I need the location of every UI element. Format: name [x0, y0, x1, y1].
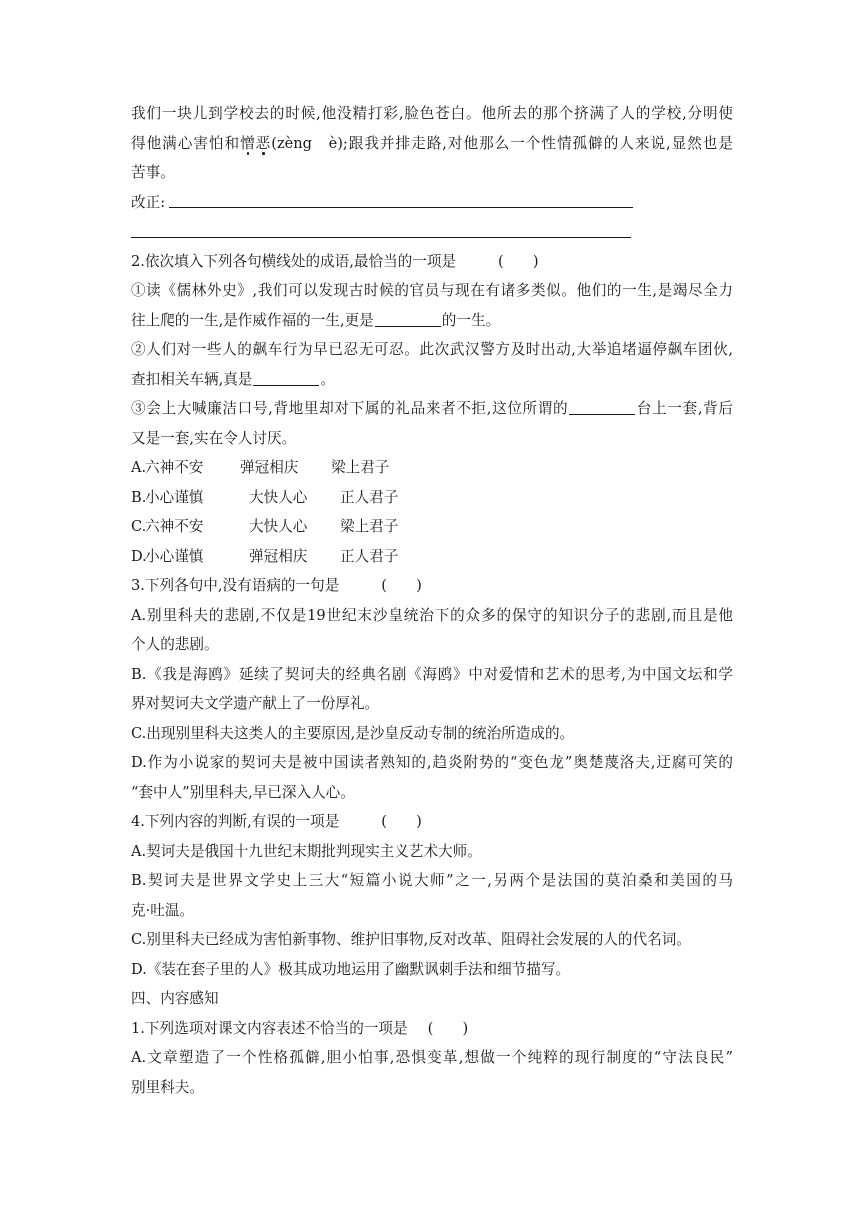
emphasized-char: 憎 — [240, 134, 256, 152]
answer-paren: ( ) — [427, 1019, 469, 1037]
option-word: 弹冠相庆 — [249, 547, 308, 565]
option-word: 正人君子 — [340, 547, 399, 565]
q4-option-b-line-2: 克·吐温。 — [131, 901, 195, 919]
correction-line-2 — [131, 217, 733, 247]
q3-option-d-line-1[interactable]: D.作为小说家的契诃夫是被中国读者熟知的,趋炎附势的“变色龙”奥楚蔑洛夫,迂腐可笑的 — [131, 754, 733, 771]
q2-sentence-3-line-2: 又是一套,实在令人讨厌。 — [131, 429, 297, 447]
correction-label: 改正: — [131, 193, 166, 211]
q2-option-a[interactable]: A.六神不安 弹冠相庆 梁上君子 — [131, 453, 733, 483]
passage-line-3: 苦事。 — [131, 164, 175, 181]
option-word: 梁上君子 — [331, 459, 390, 476]
q3-option-b-line-2: 界对契诃夫文学遗产献上了一份厚礼。 — [131, 695, 380, 712]
passage-line-2-pre: 得他满心害怕和 — [131, 134, 241, 152]
option-word: 小心谨慎 — [145, 547, 204, 565]
answer-paren: ( ) — [381, 813, 422, 830]
answer-paren: ( ) — [498, 252, 539, 270]
q4-option-a[interactable]: A.契诃夫是俄国十九世纪末期批判现实主义艺术大师。 — [131, 842, 482, 860]
fill-blank[interactable] — [253, 370, 319, 386]
pinyin: (zèng è) — [271, 134, 343, 152]
q2-stem-text: 2.依次填入下列各句横线处的成语,最恰当的一项是 — [131, 252, 457, 270]
option-word: 正人君子 — [340, 488, 399, 506]
q2-s2-post: 。 — [320, 370, 335, 388]
answer-paren: ( ) — [381, 577, 422, 594]
s4-q1-stem — [131, 1014, 733, 1044]
s4-q1-option-a-line-1[interactable]: A.文章塑造了一个性格孤僻,胆小怕事,恐惧变革,想做一个纯粹的现行制度的“守法良民” — [131, 1049, 733, 1066]
answer-blank-line[interactable] — [131, 236, 631, 238]
s4-q1-stem-text: 1.下列选项对课文内容表述不恰当的一项是 — [131, 1019, 408, 1037]
q2-option-c[interactable]: C.六神不安 大快人心 梁上君子 — [131, 512, 733, 542]
q2-option-b[interactable]: B.小心谨慎 大快人心 正人君子 — [131, 483, 733, 513]
q2-s1-post: 的一生。 — [441, 311, 501, 329]
q2-option-d[interactable]: D.小心谨慎 弹冠相庆 正人君子 — [131, 542, 733, 572]
q2-s3-pre: ③会上大喊廉洁口号,背地里却对下属的礼品来者不拒,这位所谓的 — [131, 400, 569, 417]
q2-sentence-2-line-2 — [131, 365, 733, 395]
q2-sentence-2-line-1: ②人们对一些人的飙车行为早已忍无可忍。此次武汉警方及时出动,大举追堵逼停飙车团伙, — [131, 341, 733, 358]
q3-option-d-line-2: “套中人”别里科夫,早已深入人心。 — [131, 783, 355, 801]
q2-sentence-1-line-1: ①读《儒林外史》,我们可以发现古时候的官员与现在有诸多类似。他们的一生,是竭尽全力 — [131, 282, 733, 299]
q4-stem-text: 4.下列内容的判断,有误的一项是 — [131, 813, 340, 830]
q3-stem-text: 3.下列各句中,没有语病的一句是 — [131, 577, 340, 594]
option-word: 六神不安 — [145, 459, 204, 476]
correction-line — [131, 188, 733, 218]
q2-sentence-3-line-1 — [131, 394, 733, 424]
option-word: 梁上君子 — [340, 518, 399, 535]
q3-stem — [131, 571, 733, 601]
q3-option-b-line-1[interactable]: B.《我是海鸥》延续了契诃夫的经典名剧《海鸥》中对爱情和艺术的思考,为中国文坛和学 — [131, 665, 733, 683]
option-word: 小心谨慎 — [145, 488, 204, 506]
q2-stem — [131, 247, 733, 277]
q2-sentence-1-line-2 — [131, 306, 733, 336]
section-heading: 四、内容感知 — [131, 990, 219, 1007]
document-content — [131, 99, 733, 1102]
passage-line-2 — [131, 129, 733, 159]
option-word: 大快人心 — [249, 488, 308, 506]
s4-q1-option-a-line-2: 别里科夫。 — [131, 1078, 204, 1096]
q4-option-b-line-1[interactable]: B.契诃夫是世界文学史上三大“短篇小说大师”之一,另两个是法国的莫泊桑和美国的马 — [131, 872, 733, 889]
answer-blank-line[interactable] — [169, 206, 633, 208]
q3-option-c[interactable]: C.出现别里科夫这类人的主要原因,是沙皇反动专制的统治所造成的。 — [131, 724, 575, 742]
q4-stem — [131, 807, 733, 837]
option-word: 大快人心 — [249, 518, 308, 535]
option-word: 六神不安 — [145, 518, 204, 535]
q4-option-c[interactable]: C.别里科夫已经成为害怕新事物、维护旧事物,反对改革、阻碍社会发展的人的代名词。 — [131, 931, 691, 948]
passage-line-1: 我们一块儿到学校去的时候,他没精打彩,脸色苍白。他所去的那个挤满了人的学校,分明使 — [131, 105, 733, 122]
q2-s3-post: 台上一套,背后 — [636, 400, 734, 417]
fill-blank[interactable] — [375, 311, 441, 327]
emphasized-char: 恶 — [255, 134, 272, 152]
q2-s1-pre: 往上爬的一生,是作威作福的一生,更是 — [131, 311, 374, 329]
fill-blank[interactable] — [569, 399, 635, 415]
q3-option-a-line-2: 个人的悲剧。 — [131, 636, 219, 653]
q2-s2-pre: 查扣相关车辆,真是 — [131, 370, 253, 388]
q4-option-d[interactable]: D.《装在套子里的人》极其成功地运用了幽默讽刺手法和细节描写。 — [131, 960, 571, 978]
passage-line-2-post: ;跟我并排走路,对他那么一个性情孤僻的人来说,显然也是 — [342, 134, 733, 152]
option-word: 弹冠相庆 — [240, 459, 299, 476]
q3-option-a-line-1[interactable]: A.别里科夫的悲剧,不仅是19世纪末沙皇统治下的众多的保守的知识分子的悲剧,而且是他 — [131, 606, 733, 624]
